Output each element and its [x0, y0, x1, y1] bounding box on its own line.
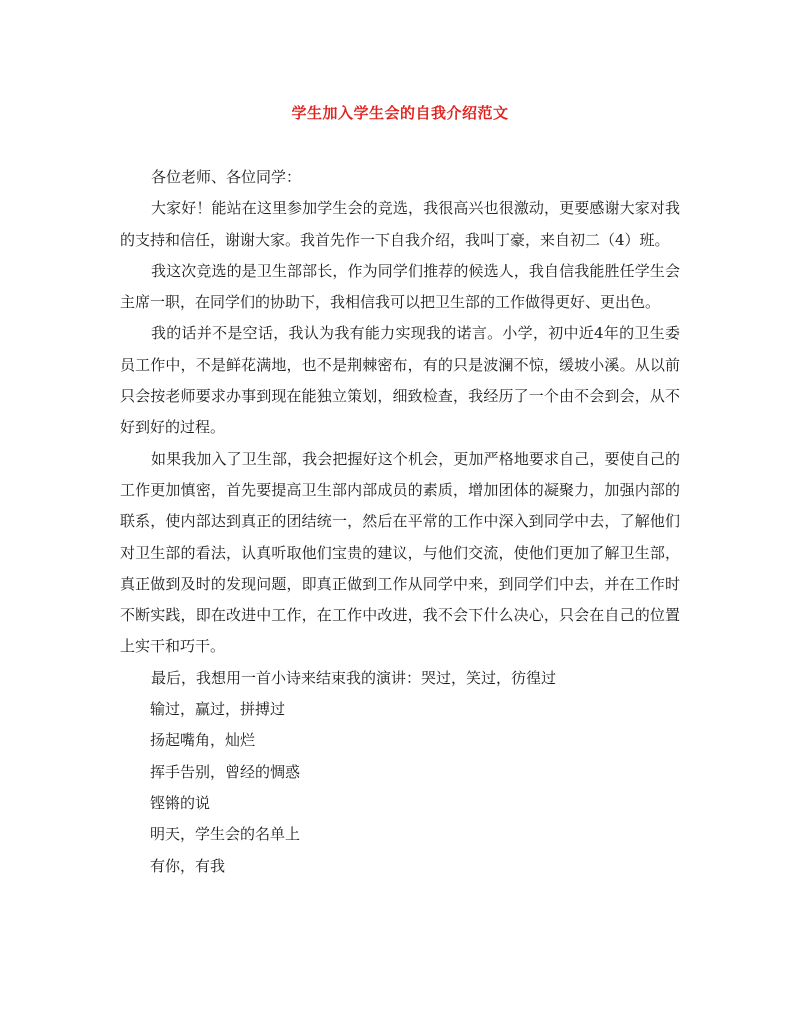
paragraph-3: 我的话并不是空话，我认为我有能力实现我的诺言。小学，初中近4年的卫生委员工作中，不是鲜花满地，也不是荆棘密布，有的只是波澜不惊，缓坡小溪。从以前只会按老师要求办事到现在能独立策划，细致检查，我经历了一个由不会到会，从不好到好的过程。	[120, 324, 680, 437]
poem-line-2: 扬起嘴角，灿烂	[150, 731, 256, 750]
paragraph-1: 大家好！能站在这里参加学生会的竞选，我很高兴也很激动，更要感谢大家对我的支持和信任，谢谢大家。我首先作一下自我介绍，我叫丁豪，来自初二（4）班。	[120, 199, 680, 249]
paragraph-4: 如果我加入了卫生部，我会把握好这个机会，更加严格地要求自己，要使自己的工作更加慎密，首先要提高卫生部内部成员的素质，增加团体的凝聚力，加强内部的联系，使内部达到真正的团结统一，然后在平常的工作中深入到同学中去，了解他们对卫生部的看法，认真听取他们宝贵的建议，与他们交流，使他们更加了解卫生部，真正做到及时的发现问题，即真正做到工作从同学中来，到同学们中去，并在工作时不断实践，即在改进中工作，在工作中改进，我不会下什么决心，只会在自己的位置上实干和巧干。	[120, 449, 680, 656]
poem-line-4: 铿锵的说	[150, 793, 211, 812]
paragraph-2: 我这次竞选的是卫生部部长，作为同学们推荐的候选人，我自信我能胜任学生会主席一职，在同学们的协助下，我相信我可以把卫生部的工作做得更好、更出色。	[120, 261, 680, 312]
paragraph-5: 最后，我想用一首小诗来结束我的演讲：哭过，笑过，彷徨过	[151, 668, 557, 687]
document-title: 学生加入学生会的自我介绍范文	[291, 104, 509, 122]
poem-line-1: 输过，赢过，拼搏过	[150, 700, 286, 719]
poem-line-6: 有你，有我	[150, 856, 226, 875]
poem-line-3: 挥手告别，曾经的惆惑	[150, 762, 301, 781]
greeting: 各位老师、各位同学：	[151, 168, 302, 186]
poem-line-5: 明天，学生会的名单上	[150, 825, 301, 844]
document-body	[120, 162, 680, 882]
